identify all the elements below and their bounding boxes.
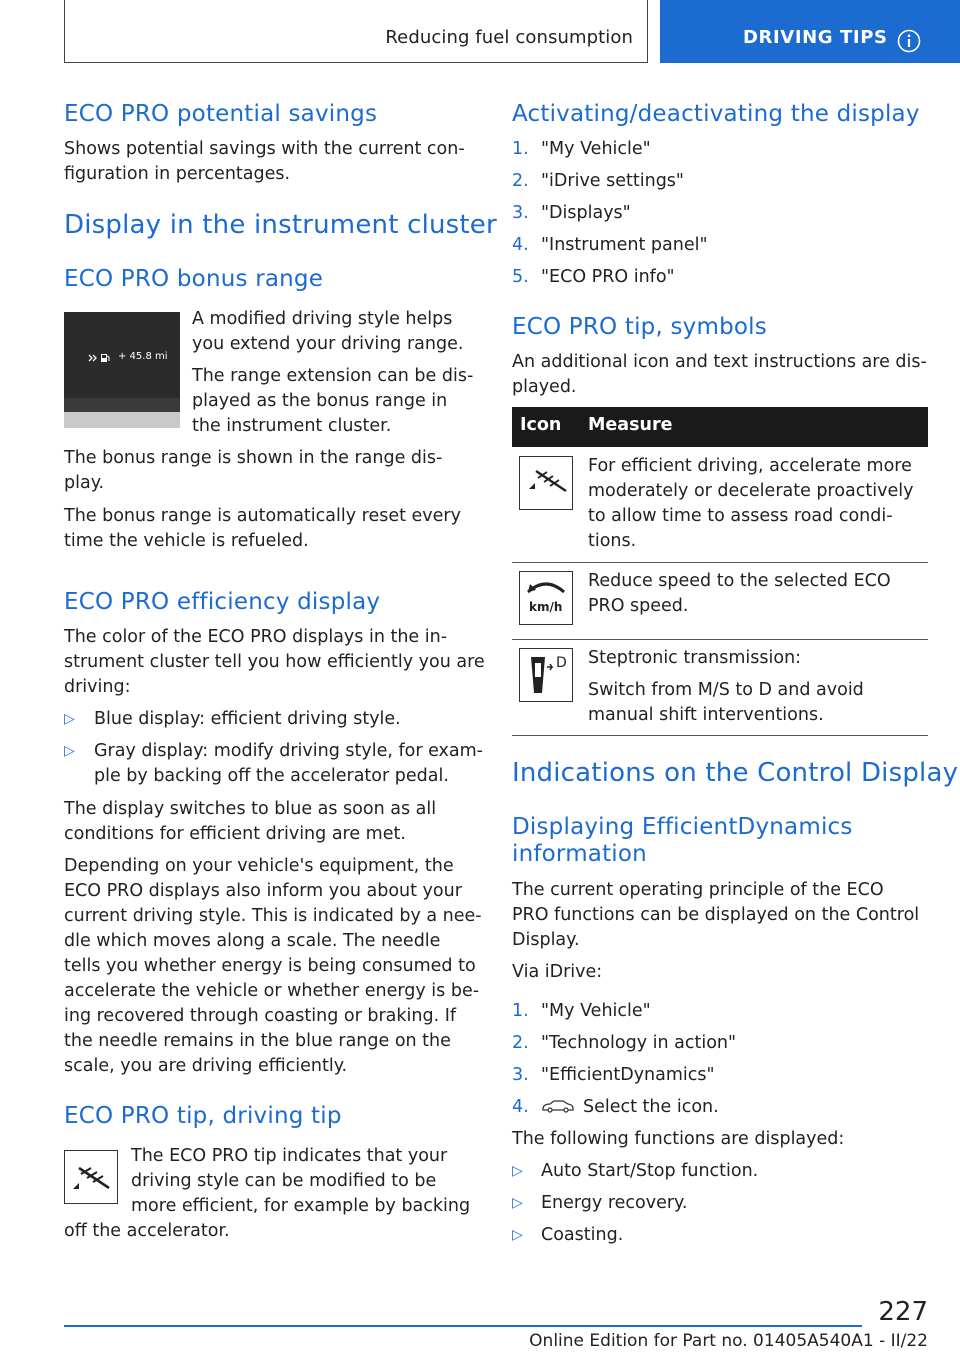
indications-step-4: Select the icon. <box>583 1097 719 1117</box>
page-number: 227 <box>878 1297 928 1327</box>
following-functions: The following functions are displayed: <box>512 1129 845 1149</box>
driving-tips-label: DRIVING TIPS <box>743 27 888 48</box>
car-icon <box>541 1098 575 1114</box>
efficiency-para2-5: tells you whether energy is being consumed to <box>64 956 476 976</box>
efficiency-para2-3: current driving style. This is indicated by a nee- <box>64 906 482 926</box>
bonus-side-1b: you extend your driving range. <box>192 334 464 354</box>
indications-heading: Indications on the Control Display <box>512 758 959 788</box>
row1-line3: to allow time to assess road condi- <box>588 506 893 526</box>
bonus-side-2c: the instrument cluster. <box>192 416 392 436</box>
indications-text-2: PRO functions can be displayed on the Control <box>512 905 920 925</box>
fuel-pump-icon <box>88 353 118 363</box>
symbols-text-2: played. <box>512 377 577 397</box>
bonus-text-1a: The bonus range is shown in the range dis- <box>64 448 443 468</box>
activate-step-3: "Displays" <box>541 203 631 223</box>
savings-text-1: Shows potential savings with the current con- <box>64 139 465 159</box>
via-idrive: Via iDrive: <box>512 962 603 982</box>
bullet-marker-icon: ▷ <box>64 711 75 727</box>
driving-tips-tab[interactable] <box>660 0 960 63</box>
efficiency-para1-a: The display switches to blue as soon as all <box>64 799 437 819</box>
footer-divider <box>64 1325 862 1327</box>
activate-step-4-num: 4. <box>512 235 529 255</box>
efficiency-bullet-2a: Gray display: modify driving style, for exam- <box>94 741 483 761</box>
section-title: Reducing fuel consumption <box>385 27 633 48</box>
col-icon-header: Icon <box>520 415 562 435</box>
symbols-heading: ECO PRO tip, symbols <box>512 314 767 340</box>
gear-d-label: D <box>556 655 567 671</box>
bullet-marker-icon: ▷ <box>512 1195 523 1211</box>
efficiency-heading: ECO PRO efficiency display <box>64 589 381 615</box>
efficiency-bullet-1: Blue display: efficient driving style. <box>94 709 401 729</box>
function-bullet-3: Coasting. <box>541 1225 624 1245</box>
bonus-text-2b: time the vehicle is refueled. <box>64 531 309 551</box>
bonus-range-value: + 45.8 mi <box>118 351 168 362</box>
efficiency-para2-9: scale, you are driving efficiently. <box>64 1056 348 1076</box>
function-bullet-2: Energy recovery. <box>541 1193 688 1213</box>
row1-line1: For efficient driving, accelerate more <box>588 456 912 476</box>
efficiency-intro-2: strument cluster tell you how efficiently you are <box>64 652 485 672</box>
instrument-cluster-image <box>64 312 180 428</box>
savings-heading: ECO PRO potential savings <box>64 101 378 127</box>
savings-text-2: figuration in percentages. <box>64 164 291 184</box>
activate-step-2-num: 2. <box>512 171 529 191</box>
tip-heading: ECO PRO tip, driving tip <box>64 1103 342 1129</box>
efficiency-para2-4: dle which moves along a scale. The needle <box>64 931 441 951</box>
efficiency-para1-b: conditions for efficient driving are met. <box>64 824 406 844</box>
bonus-side-2b: played as the bonus range in <box>192 391 448 411</box>
activate-heading: Activating/deactivating the display <box>512 101 920 127</box>
indications-step-2-num: 2. <box>512 1033 529 1053</box>
row3-line1: Steptronic transmission: <box>588 648 802 668</box>
tip-text-1: The ECO PRO tip indicates that your <box>131 1146 448 1166</box>
row1-line2: moderately or decelerate proactively <box>588 481 914 501</box>
efficiency-para2-8: the needle remains in the blue range on the <box>64 1031 451 1051</box>
symbols-text-1: An additional icon and text instructions are dis- <box>512 352 927 372</box>
edition-note: Online Edition for Part no. 01405A540A1 - II/22 <box>529 1331 928 1351</box>
speedometer-kmh-icon <box>519 571 573 625</box>
activate-step-5-num: 5. <box>512 267 529 287</box>
table-divider <box>512 562 928 563</box>
activate-step-4: "Instrument panel" <box>541 235 708 255</box>
efficiency-para2-7: ing recovered through coasting or braking. If <box>64 1006 457 1026</box>
efficiency-para2-1: Depending on your vehicle's equipment, the <box>64 856 454 876</box>
bonus-text-2a: The bonus range is automatically reset every <box>64 506 461 526</box>
row2-line2: PRO speed. <box>588 596 689 616</box>
info-circle-icon[interactable] <box>897 29 921 53</box>
kmh-unit-label: km/h <box>529 600 563 614</box>
bonus-heading: ECO PRO bonus range <box>64 266 324 292</box>
col-measure-header: Measure <box>588 415 673 435</box>
tip-text-4: off the accelerator. <box>64 1221 230 1241</box>
row3-line2: Switch from M/S to D and avoid <box>588 680 864 700</box>
function-bullet-1: Auto Start/Stop function. <box>541 1161 759 1181</box>
indications-step-4-num: 4. <box>512 1097 529 1117</box>
efficiency-intro-1: The color of the ECO PRO displays in the in- <box>64 627 448 647</box>
bullet-marker-icon: ▷ <box>512 1227 523 1243</box>
activate-step-2: "iDrive settings" <box>541 171 684 191</box>
efficiency-intro-3: driving: <box>64 677 131 697</box>
row1-line4: tions. <box>588 531 637 551</box>
efficientdynamics-heading-1: Displaying EfficientDynamics <box>512 814 853 840</box>
gear-selector-icon <box>519 648 573 702</box>
indications-step-3-num: 3. <box>512 1065 529 1085</box>
indications-text-3: Display. <box>512 930 580 950</box>
table-divider <box>512 639 928 640</box>
driving-tip-pedal-icon <box>64 1150 118 1204</box>
accelerator-pedal-icon <box>519 456 573 510</box>
activate-step-5: "ECO PRO info" <box>541 267 675 287</box>
bonus-text-1b: play. <box>64 473 105 493</box>
indications-step-1: "My Vehicle" <box>541 1001 651 1021</box>
efficientdynamics-heading-2: information <box>512 841 647 867</box>
efficiency-para2-2: ECO PRO displays also inform you about your <box>64 881 462 901</box>
bullet-marker-icon: ▷ <box>64 743 75 759</box>
indications-step-1-num: 1. <box>512 1001 529 1021</box>
activate-step-1: "My Vehicle" <box>541 139 651 159</box>
row2-line1: Reduce speed to the selected ECO <box>588 571 891 591</box>
activate-step-1-num: 1. <box>512 139 529 159</box>
table-divider <box>512 735 928 736</box>
header-section-box <box>64 0 648 63</box>
bonus-side-1a: A modified driving style helps <box>192 309 453 329</box>
activate-step-3-num: 3. <box>512 203 529 223</box>
efficiency-para2-6: accelerate the vehicle or whether energy is be- <box>64 981 480 1001</box>
bonus-side-2a: The range extension can be dis- <box>192 366 474 386</box>
indications-text-1: The current operating principle of the ECO <box>512 880 884 900</box>
bullet-marker-icon: ▷ <box>512 1163 523 1179</box>
efficiency-bullet-2b: ple by backing off the accelerator pedal. <box>94 766 449 786</box>
symbols-table-header <box>512 407 928 447</box>
tip-text-3: more efficient, for example by backing <box>131 1196 471 1216</box>
indications-step-2: "Technology in action" <box>541 1033 737 1053</box>
display-heading: Display in the instrument cluster <box>64 210 497 240</box>
indications-step-3: "EfficientDynamics" <box>541 1065 715 1085</box>
row3-line3: manual shift interventions. <box>588 705 824 725</box>
tip-text-2: driving style can be modified to be <box>131 1171 437 1191</box>
